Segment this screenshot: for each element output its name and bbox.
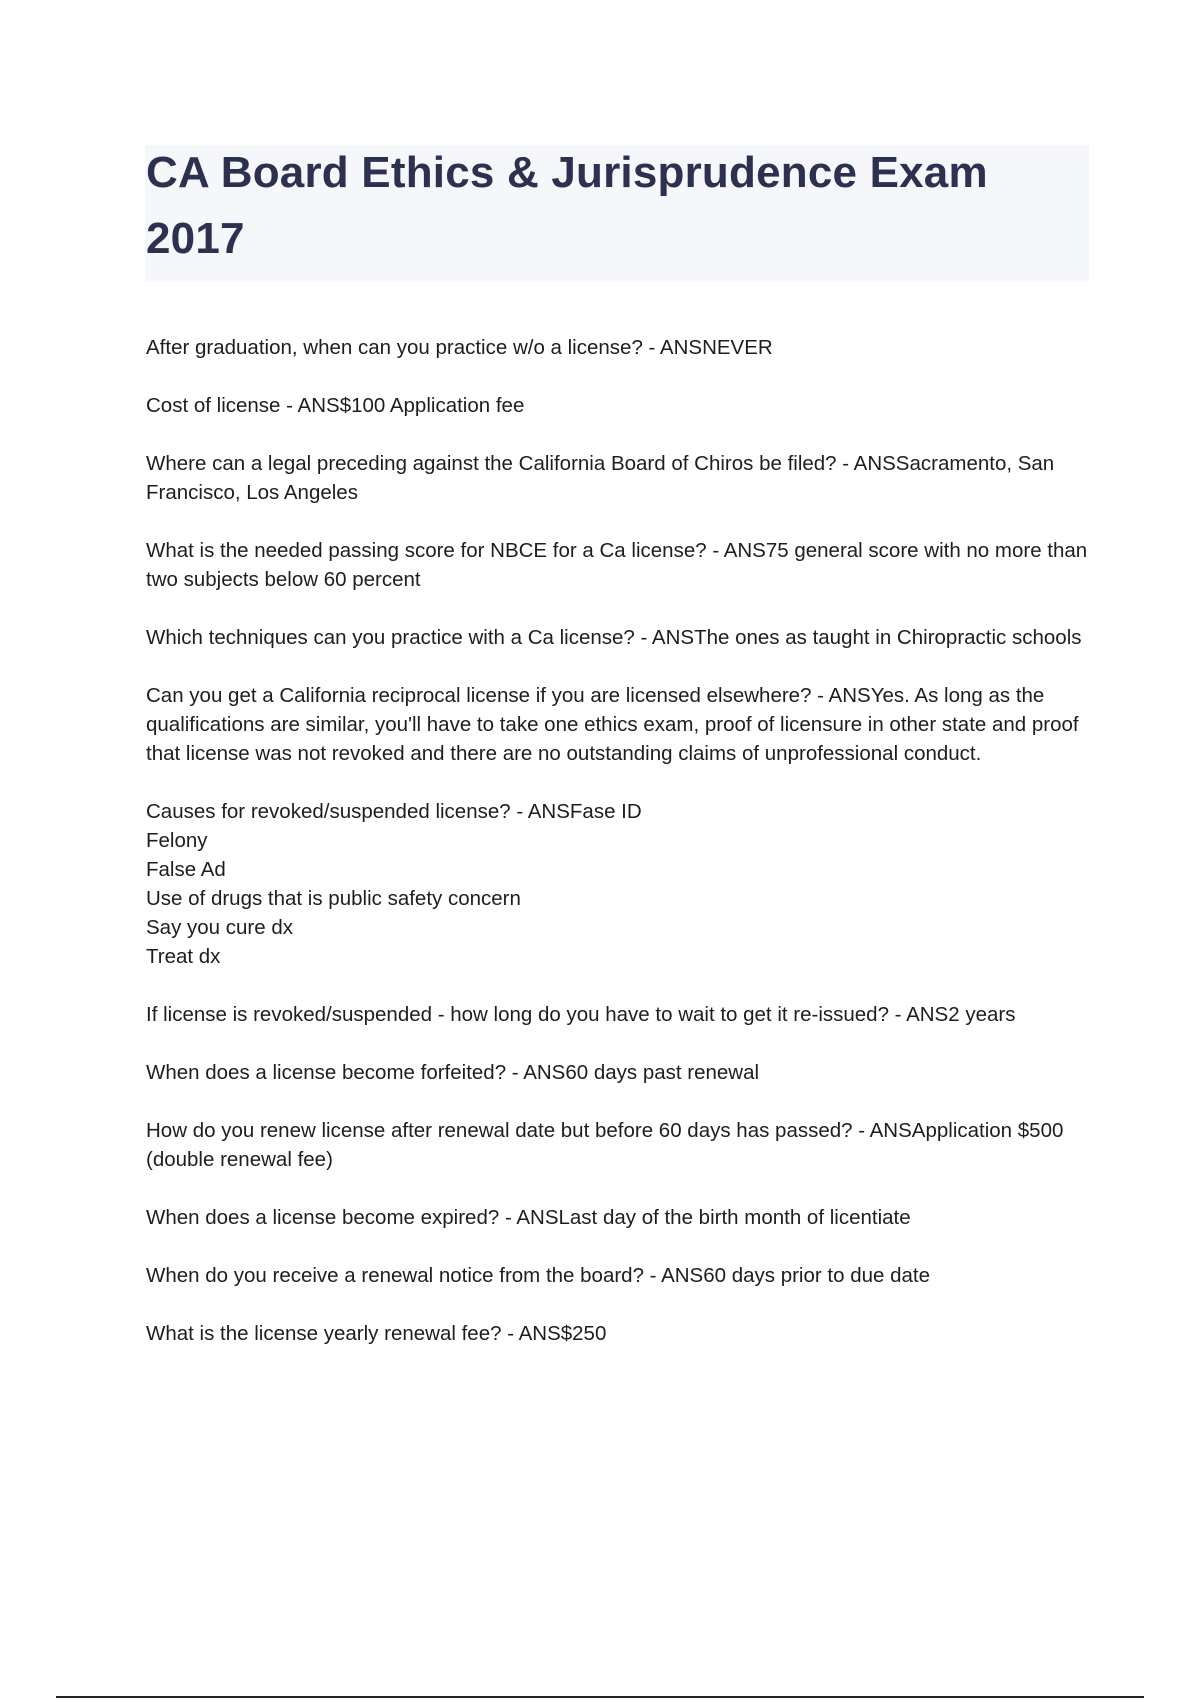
qa-item: When does a license become expired? - ANSLast day of the birth month of licentiate xyxy=(146,1206,911,1229)
qa-item: When do you receive a renewal notice from the board? - ANS60 days prior to due date xyxy=(146,1264,931,1287)
qa-item: Where can a legal preceding against the California Board of Chiros be filed? - ANSSacramento, San Francisco, Los Angeles xyxy=(146,452,1055,504)
page-title: CA Board Ethics & Jurisprudence Exam 2017 xyxy=(146,148,988,263)
qa-item: Can you get a California reciprocal license if you are licensed elsewhere? - ANSYes. As long as the qualifications are similar, you'll have to take one ethics exam, proof of licensure in other state and proof that license was not revoked and there are no outstanding claims of unprofessional conduct. xyxy=(146,684,1079,765)
qa-item: After graduation, when can you practice w/o a license? - ANSNEVER xyxy=(146,336,773,359)
qa-item: If license is revoked/suspended - how long do you have to wait to get it re-issued? - ANS2 years xyxy=(146,1003,1016,1026)
qa-item: How do you renew license after renewal date but before 60 days has passed? - ANSApplication $500 (double renewal fee) xyxy=(146,1119,1064,1171)
qa-item: What is the needed passing score for NBCE for a Ca license? - ANS75 general score with no more than two subjects below 60 percent xyxy=(146,539,1088,591)
qa-item: Causes for revoked/suspended license? - ANSFase ID Felony False Ad Use of drugs that is public safety concern Say you cure dx Treat dx xyxy=(146,800,642,968)
qa-item: Cost of license - ANS$100 Application fee xyxy=(146,394,525,417)
qa-item: Which techniques can you practice with a Ca license? - ANSThe ones as taught in Chiropractic schools xyxy=(146,626,1082,649)
footer-divider xyxy=(56,1696,1144,1698)
qa-item: When does a license become forfeited? - ANS60 days past renewal xyxy=(146,1061,760,1084)
qa-item: What is the license yearly renewal fee? - ANS$250 xyxy=(146,1322,607,1345)
qa-list xyxy=(146,333,1091,1377)
